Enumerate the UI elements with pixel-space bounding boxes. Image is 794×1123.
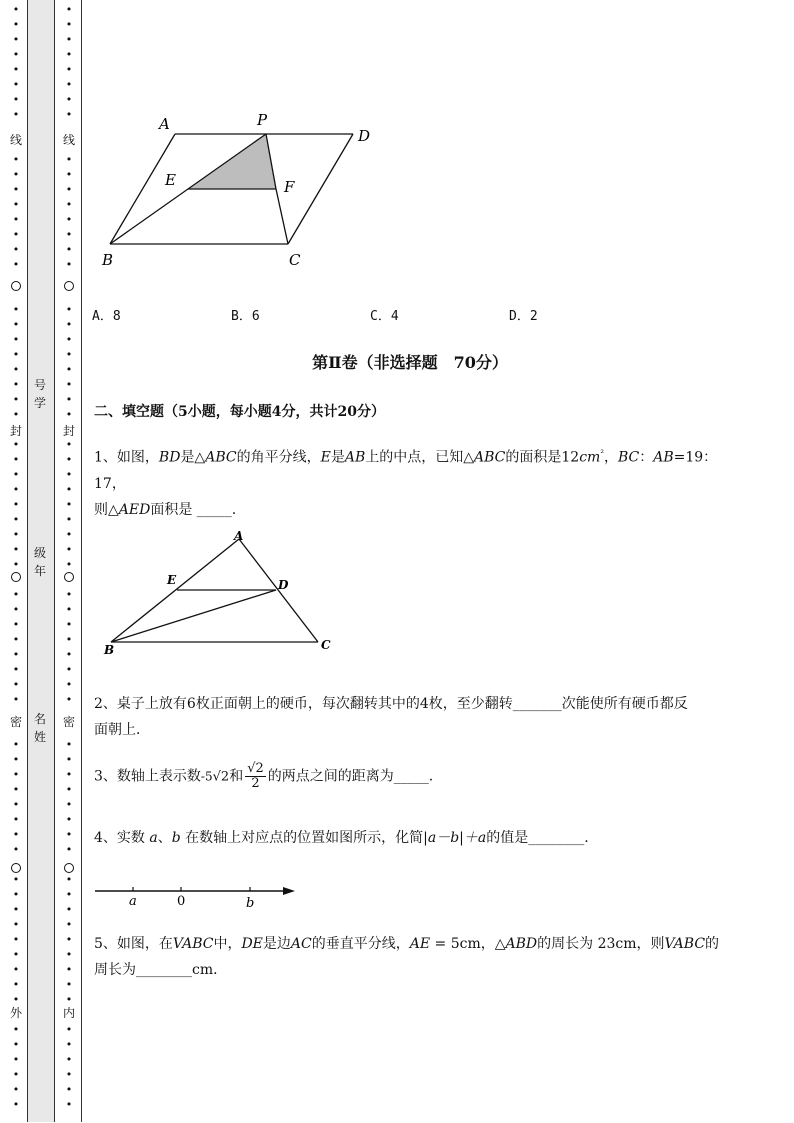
binding-dot: • [65,843,73,856]
binding-dot: • [65,528,73,541]
binding-dot: • [65,813,73,826]
binding-dot: • [12,3,20,16]
binding-dot: • [12,513,20,526]
binding-dot: • [12,903,20,916]
binding-circle-icon [11,863,21,873]
binding-dot: • [65,888,73,901]
binding-dot: • [65,678,73,691]
binding-dot: • [12,978,20,991]
binding-dot: • [12,333,20,346]
section-heading: 二、填空题（5小题，每小题4分，共计20分） [94,404,385,420]
binding-dot: • [12,498,20,511]
binding-dot: • [65,588,73,601]
field-class: 级 年 [33,546,46,578]
binding-dot: • [12,408,20,421]
field-student-id: 号 学 [33,378,46,410]
binding-dot: • [12,888,20,901]
label-B: B [102,251,114,269]
question-1: 1、如图，BD是△ABC的角平分线，E是AB上的中点，已知△ABC的面积是$12cm^{^2}$，BC：AB=19：17， 则△AED面积是 _____. [94,449,718,518]
binding-dot: • [65,1068,73,1081]
binding-dot: • [65,933,73,946]
binding-dot: • [65,93,73,106]
binding-dot: • [12,228,20,241]
binding-dot: • [12,828,20,841]
binding-circle-icon [11,572,21,582]
binding-dot: • [65,153,73,166]
seal-word-left-3: 外 [6,1006,26,1020]
figure-parallelogram [95,105,385,275]
section-title: 第Ⅱ卷（非选择题 70分） [312,353,508,372]
question-3: 3、数轴上表示数-5√2和 $\frac{√2}{2}$ 的两点之间的距离为_____. [94,761,434,791]
binding-dot: • [12,93,20,106]
binding-dot: • [65,63,73,76]
binding-dot: • [12,108,20,121]
binding-dot: • [65,393,73,406]
seal-word-left-2: 密 [6,715,26,729]
binding-dot: • [12,183,20,196]
binding-dot: • [12,303,20,316]
binding-dot: • [12,963,20,976]
binding-dot: • [12,678,20,691]
label-B2: B [104,643,115,657]
binding-dot: • [65,183,73,196]
binding-dot: • [12,798,20,811]
binding-dot: • [65,948,73,961]
binding-dot: • [12,348,20,361]
binding-dot: • [12,618,20,631]
binding-dot: • [12,258,20,271]
binding-dot: • [12,918,20,931]
binding-dot: • [12,1068,20,1081]
binding-dot: • [12,993,20,1006]
label-D2: D [278,578,289,592]
binding-dot: • [12,738,20,751]
binding-dot: • [65,48,73,61]
binding-dot: • [65,663,73,676]
label-C2: C [321,638,331,652]
binding-dot: • [65,498,73,511]
binding-dot: • [12,198,20,211]
binding-dot: • [65,1083,73,1096]
label-P: P [257,111,268,129]
seal-word-left-1: 封 [6,424,26,438]
binding-dot: • [12,33,20,46]
binding-dot: • [12,48,20,61]
binding-dot: • [12,528,20,541]
binding-dot: • [65,603,73,616]
binding-dot: • [65,1038,73,1051]
binding-dot: • [65,513,73,526]
option-d: D．2 [509,309,538,324]
binding-dot: • [65,648,73,661]
binding-dot: • [65,33,73,46]
binding-dot: • [65,798,73,811]
binding-dot: • [12,393,20,406]
binding-dot: • [65,1023,73,1036]
binding-dot: • [12,1053,20,1066]
binding-dot: • [12,948,20,961]
binding-dot: • [65,618,73,631]
seal-word-right-2: 密 [59,715,79,729]
label-E: E [165,171,176,189]
binding-dots-left [6,0,26,1122]
binding-dot: • [65,303,73,316]
binding-dot: • [65,198,73,211]
seal-word-right-1: 封 [59,424,79,438]
shaded-triangle [188,134,276,189]
binding-dot: • [12,753,20,766]
binding-dot: • [65,903,73,916]
binding-dot: • [12,588,20,601]
seal-word-right-0: 线 [59,133,79,147]
binding-line [81,0,82,1122]
binding-dot: • [12,663,20,676]
binding-dot: • [12,543,20,556]
binding-dot: • [12,633,20,646]
binding-dot: • [65,963,73,976]
label-A2: A [234,529,244,543]
label-D: D [358,127,371,145]
seal-word-left-0: 线 [6,133,26,147]
binding-dot: • [12,693,20,706]
option-c: C．4 [370,309,399,324]
nl-a: a [129,894,137,909]
binding-dot: • [12,603,20,616]
binding-dot: • [65,1098,73,1111]
binding-dot: • [65,783,73,796]
seal-word-right-3: 内 [59,1006,79,1020]
question-4: 4、实数 a、b 在数轴上对应点的位置如图所示，化简|a－b|＋a的值是________. [94,830,589,846]
binding-dot: • [12,783,20,796]
binding-dot: • [65,543,73,556]
binding-dot: • [12,813,20,826]
binding-dot: • [65,78,73,91]
binding-dot: • [12,453,20,466]
binding-dot: • [12,213,20,226]
binding-circle-icon [11,281,21,291]
binding-dot: • [65,1053,73,1066]
binding-dot: • [65,468,73,481]
binding-dot: • [65,348,73,361]
option-b: B．6 [231,309,260,324]
binding-dot: • [65,453,73,466]
binding-dot: • [12,18,20,31]
label-C: C [289,251,301,269]
question-2: 2、桌子上放有6枚正面朝上的硬币，每次翻转其中的4枚，至少翻转_______次能使所有硬币都反 面朝上． [94,696,688,738]
binding-dot: • [65,693,73,706]
binding-dot: • [12,1023,20,1036]
binding-dot: • [65,633,73,646]
binding-dot: • [65,918,73,931]
binding-dot: • [65,318,73,331]
binding-dot: • [12,873,20,886]
binding-dot: • [12,768,20,781]
binding-dot: • [12,243,20,256]
label-A: A [159,115,170,133]
binding-dot: • [65,408,73,421]
question-5: 5、如图，在VABC中，DE是边AC的垂直平分线，AE = 5cm，△ABD的周长为 23cm，则VABC的 周长为________cm． [94,936,720,978]
binding-dot: • [12,468,20,481]
binding-dot: • [12,1098,20,1111]
number-line [92,880,302,912]
binding-dot: • [65,978,73,991]
binding-dot: • [65,333,73,346]
binding-dot: • [65,363,73,376]
binding-dot: • [12,483,20,496]
label-F: F [284,178,295,196]
binding-dot: • [65,243,73,256]
binding-dot: • [65,558,73,571]
binding-dot: • [65,753,73,766]
binding-dot: • [65,3,73,16]
binding-dot: • [65,483,73,496]
binding-circle-icon [64,281,74,291]
option-a: A．8 [92,309,121,324]
binding-dot: • [65,258,73,271]
binding-dot: • [12,438,20,451]
binding-circle-icon [64,572,74,582]
binding-dot: • [12,558,20,571]
binding-dot: • [12,378,20,391]
binding-dot: • [12,1038,20,1051]
binding-dot: • [12,843,20,856]
binding-dot: • [65,738,73,751]
binding-dot: • [65,828,73,841]
binding-circle-icon [64,863,74,873]
binding-dot: • [65,18,73,31]
binding-dots-right [59,0,79,1122]
binding-dot: • [12,168,20,181]
binding-dot: • [12,363,20,376]
binding-dot: • [65,378,73,391]
binding-dot: • [65,873,73,886]
binding-dot: • [12,1083,20,1096]
binding-dot: • [12,933,20,946]
binding-dot: • [12,78,20,91]
binding-dot: • [12,648,20,661]
binding-dot: • [12,153,20,166]
binding-dot: • [65,108,73,121]
figure-triangle [100,528,340,658]
field-name: 名 姓 [33,712,46,744]
binding-dot: • [65,213,73,226]
label-E2: E [167,573,177,587]
binding-dot: • [65,768,73,781]
binding-dot: • [65,993,73,1006]
binding-dot: • [12,318,20,331]
nl-zero: 0 [177,894,186,909]
binding-dot: • [65,168,73,181]
nl-b: b [246,896,255,911]
binding-dot: • [12,63,20,76]
binding-dot: • [65,438,73,451]
binding-dot: • [65,228,73,241]
